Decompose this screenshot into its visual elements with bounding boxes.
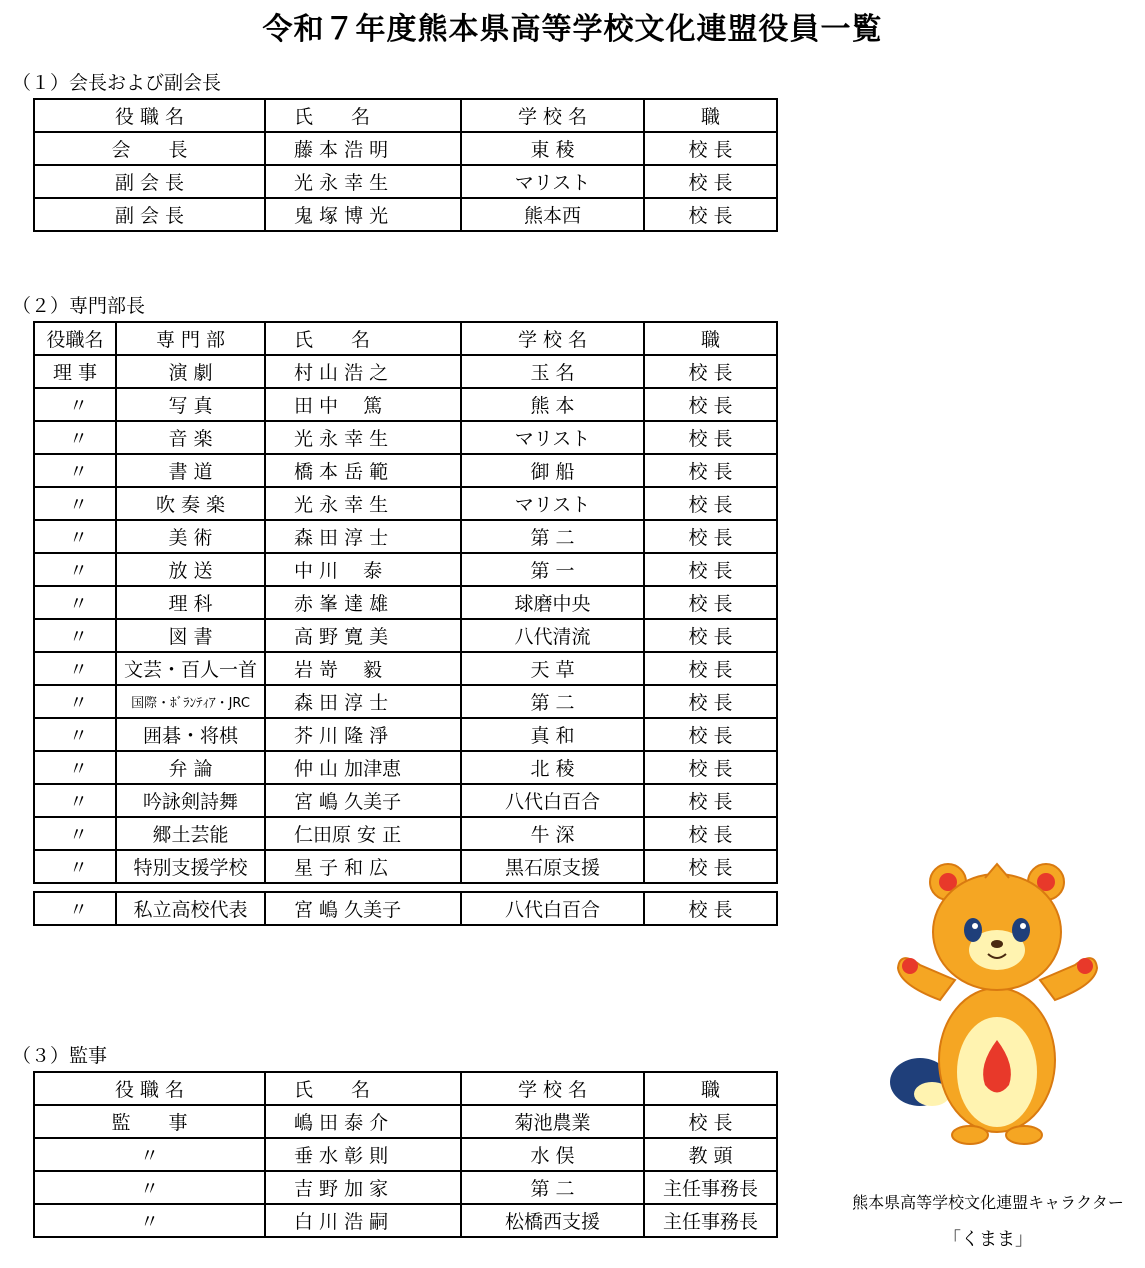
position-cell: 校 長: [644, 355, 777, 388]
role-cell: 〃: [34, 586, 116, 619]
table-row: [34, 198, 777, 231]
table-gap: [34, 883, 777, 892]
mascot-name: 「くまま」: [943, 1229, 1033, 1250]
department-cell: 美 術: [116, 520, 265, 553]
table-row: [34, 165, 777, 198]
school-cell: マリスト: [461, 487, 644, 520]
school-cell: 牛 深: [461, 817, 644, 850]
department-cell: 私立高校代表: [116, 892, 265, 925]
role-cell: 副 会 長: [34, 198, 265, 231]
mascot-hair-tuft: [985, 864, 1009, 878]
role-cell: 〃: [34, 850, 116, 883]
school-cell: 菊池農業: [461, 1105, 644, 1138]
table-row: [34, 1138, 777, 1171]
role-cell: 〃: [34, 454, 116, 487]
school-cell: 熊本西: [461, 198, 644, 231]
position-cell: 主任事務長: [644, 1171, 777, 1204]
school-cell: マリスト: [461, 165, 644, 198]
person-name-cell: 仁田原 安 正: [265, 817, 461, 850]
mascot-right-foot: [1006, 1126, 1042, 1144]
department-heads-table: [33, 321, 778, 926]
position-cell: 校 長: [644, 165, 777, 198]
position-cell: 校 長: [644, 817, 777, 850]
department-cell: 特別支援学校: [116, 850, 265, 883]
header-cell: 学 校 名: [461, 99, 644, 132]
role-cell: 副 会 長: [34, 165, 265, 198]
table-row: [34, 892, 777, 925]
department-cell: 国際・ﾎﾞﾗﾝﾃｨｱ・JRC: [116, 685, 265, 718]
school-cell: 天 草: [461, 652, 644, 685]
position-cell: 校 長: [644, 652, 777, 685]
position-cell: 主任事務長: [644, 1204, 777, 1237]
table-row: [34, 784, 777, 817]
school-cell: 第 一: [461, 553, 644, 586]
header-cell: 職: [644, 99, 777, 132]
person-name-cell: 橋 本 岳 範: [265, 454, 461, 487]
header-cell: 職: [644, 322, 777, 355]
role-cell: 〃: [34, 1171, 265, 1204]
role-cell: 〃: [34, 751, 116, 784]
position-cell: 校 長: [644, 388, 777, 421]
person-name-cell: 吉 野 加 家: [265, 1171, 461, 1204]
role-cell: 〃: [34, 487, 116, 520]
department-cell: 理 科: [116, 586, 265, 619]
department-cell: 演 劇: [116, 355, 265, 388]
table-row: [34, 1105, 777, 1138]
person-name-cell: 赤 峯 達 雄: [265, 586, 461, 619]
role-cell: 〃: [34, 652, 116, 685]
role-cell: 会 長: [34, 132, 265, 165]
header-cell: 役 職 名: [34, 99, 265, 132]
department-cell: 音 楽: [116, 421, 265, 454]
table-row: [34, 487, 777, 520]
table-row: [34, 520, 777, 553]
school-cell: 第 二: [461, 520, 644, 553]
position-cell: 校 長: [644, 132, 777, 165]
header-cell: 学 校 名: [461, 322, 644, 355]
person-name-cell: 光 永 幸 生: [265, 421, 461, 454]
person-name-cell: 高 野 寛 美: [265, 619, 461, 652]
position-cell: 校 長: [644, 892, 777, 925]
person-name-cell: 村 山 浩 之: [265, 355, 461, 388]
school-cell: 黒石原支援: [461, 850, 644, 883]
section2-heading: （２）専門部長: [12, 295, 146, 317]
table-row: [34, 652, 777, 685]
section3-heading: （３）監事: [12, 1045, 108, 1067]
person-name-cell: 光 永 幸 生: [265, 165, 461, 198]
position-cell: 校 長: [644, 553, 777, 586]
table-header-row: [34, 1072, 777, 1105]
role-cell: 〃: [34, 553, 116, 586]
header-cell: 氏 名: [265, 322, 461, 355]
person-name-cell: 田 中 篤: [265, 388, 461, 421]
table-row: [34, 355, 777, 388]
person-name-cell: 岩 嵜 毅: [265, 652, 461, 685]
school-cell: 八代白百合: [461, 784, 644, 817]
school-cell: 水 俣: [461, 1138, 644, 1171]
school-cell: マリスト: [461, 421, 644, 454]
table-row: [34, 553, 777, 586]
department-cell: 郷土芸能: [116, 817, 265, 850]
mascot-right-paw: [1077, 958, 1093, 974]
role-cell: 理 事: [34, 355, 116, 388]
school-cell: 八代清流: [461, 619, 644, 652]
school-cell: 熊 本: [461, 388, 644, 421]
table-row: [34, 388, 777, 421]
header-cell: 職: [644, 1072, 777, 1105]
kumama-mascot-illustration: [880, 850, 1115, 1150]
officers-table: [33, 98, 778, 232]
school-cell: 東 稜: [461, 132, 644, 165]
role-cell: 〃: [34, 784, 116, 817]
page-title: 令和７年度熊本県高等学校文化連盟役員一覧: [262, 12, 883, 47]
person-name-cell: 宮 嶋 久美子: [265, 784, 461, 817]
department-cell: 吟詠剣詩舞: [116, 784, 265, 817]
position-cell: 校 長: [644, 718, 777, 751]
position-cell: 校 長: [644, 751, 777, 784]
header-cell: 役 職 名: [34, 1072, 265, 1105]
mascot-left-foot: [952, 1126, 988, 1144]
school-cell: 八代白百合: [461, 892, 644, 925]
table-row: [34, 850, 777, 883]
person-name-cell: 嶋 田 泰 介: [265, 1105, 461, 1138]
role-cell: 〃: [34, 388, 116, 421]
mascot-left-paw: [902, 958, 918, 974]
position-cell: 校 長: [644, 685, 777, 718]
position-cell: 校 長: [644, 198, 777, 231]
person-name-cell: 光 永 幸 生: [265, 487, 461, 520]
person-name-cell: 仲 山 加津恵: [265, 751, 461, 784]
position-cell: 校 長: [644, 619, 777, 652]
table-row: [34, 619, 777, 652]
department-cell: 図 書: [116, 619, 265, 652]
table-header-row: [34, 99, 777, 132]
person-name-cell: 垂 水 彰 則: [265, 1138, 461, 1171]
section1-heading: （１）会長および副会長: [12, 72, 222, 94]
mascot-left-eye: [964, 918, 982, 942]
role-cell: 〃: [34, 421, 116, 454]
school-cell: 御 船: [461, 454, 644, 487]
position-cell: 校 長: [644, 1105, 777, 1138]
role-cell: 〃: [34, 1204, 265, 1237]
position-cell: 校 長: [644, 421, 777, 454]
table-row: [34, 718, 777, 751]
role-cell: 〃: [34, 817, 116, 850]
department-cell: 文芸・百人一首: [116, 652, 265, 685]
school-cell: 第 二: [461, 1171, 644, 1204]
role-cell: 〃: [34, 685, 116, 718]
position-cell: 校 長: [644, 487, 777, 520]
position-cell: 教 頭: [644, 1138, 777, 1171]
role-cell: 〃: [34, 1138, 265, 1171]
department-cell: 写 真: [116, 388, 265, 421]
role-cell: 監 事: [34, 1105, 265, 1138]
person-name-cell: 白 川 浩 嗣: [265, 1204, 461, 1237]
table-row: [34, 421, 777, 454]
mascot-right-eye: [1012, 918, 1030, 942]
school-cell: 北 稜: [461, 751, 644, 784]
department-cell: 弁 論: [116, 751, 265, 784]
header-cell: 役職名: [34, 322, 116, 355]
table-row: [34, 1171, 777, 1204]
table-row: [34, 454, 777, 487]
auditors-table: [33, 1071, 778, 1238]
position-cell: 校 長: [644, 586, 777, 619]
header-cell: 学 校 名: [461, 1072, 644, 1105]
person-name-cell: 藤 本 浩 明: [265, 132, 461, 165]
person-name-cell: 芥 川 隆 淨: [265, 718, 461, 751]
table-row: [34, 132, 777, 165]
header-cell: 専 門 部: [116, 322, 265, 355]
position-cell: 校 長: [644, 784, 777, 817]
school-cell: 球磨中央: [461, 586, 644, 619]
department-cell: 吹 奏 楽: [116, 487, 265, 520]
table-row: [34, 817, 777, 850]
mascot-caption: 熊本県高等学校文化連盟キャラクター: [852, 1193, 1124, 1212]
position-cell: 校 長: [644, 520, 777, 553]
table-row: [34, 1204, 777, 1237]
person-name-cell: 森 田 淳 士: [265, 685, 461, 718]
department-cell: 放 送: [116, 553, 265, 586]
table-header-row: [34, 322, 777, 355]
mascot-nose: [991, 940, 1003, 948]
person-name-cell: 中 川 泰: [265, 553, 461, 586]
header-cell: 氏 名: [265, 99, 461, 132]
school-cell: 第 二: [461, 685, 644, 718]
position-cell: 校 長: [644, 454, 777, 487]
person-name-cell: 宮 嶋 久美子: [265, 892, 461, 925]
role-cell: 〃: [34, 892, 116, 925]
department-cell: 書 道: [116, 454, 265, 487]
role-cell: 〃: [34, 520, 116, 553]
position-cell: 校 長: [644, 850, 777, 883]
school-cell: 真 和: [461, 718, 644, 751]
department-cell: 囲碁・将棋: [116, 718, 265, 751]
person-name-cell: 森 田 淳 士: [265, 520, 461, 553]
role-cell: 〃: [34, 619, 116, 652]
table-row: [34, 586, 777, 619]
role-cell: 〃: [34, 718, 116, 751]
header-cell: 氏 名: [265, 1072, 461, 1105]
table-row: [34, 751, 777, 784]
table-row: [34, 685, 777, 718]
person-name-cell: 星 子 和 広: [265, 850, 461, 883]
person-name-cell: 鬼 塚 博 光: [265, 198, 461, 231]
school-cell: 松橋西支援: [461, 1204, 644, 1237]
school-cell: 玉 名: [461, 355, 644, 388]
